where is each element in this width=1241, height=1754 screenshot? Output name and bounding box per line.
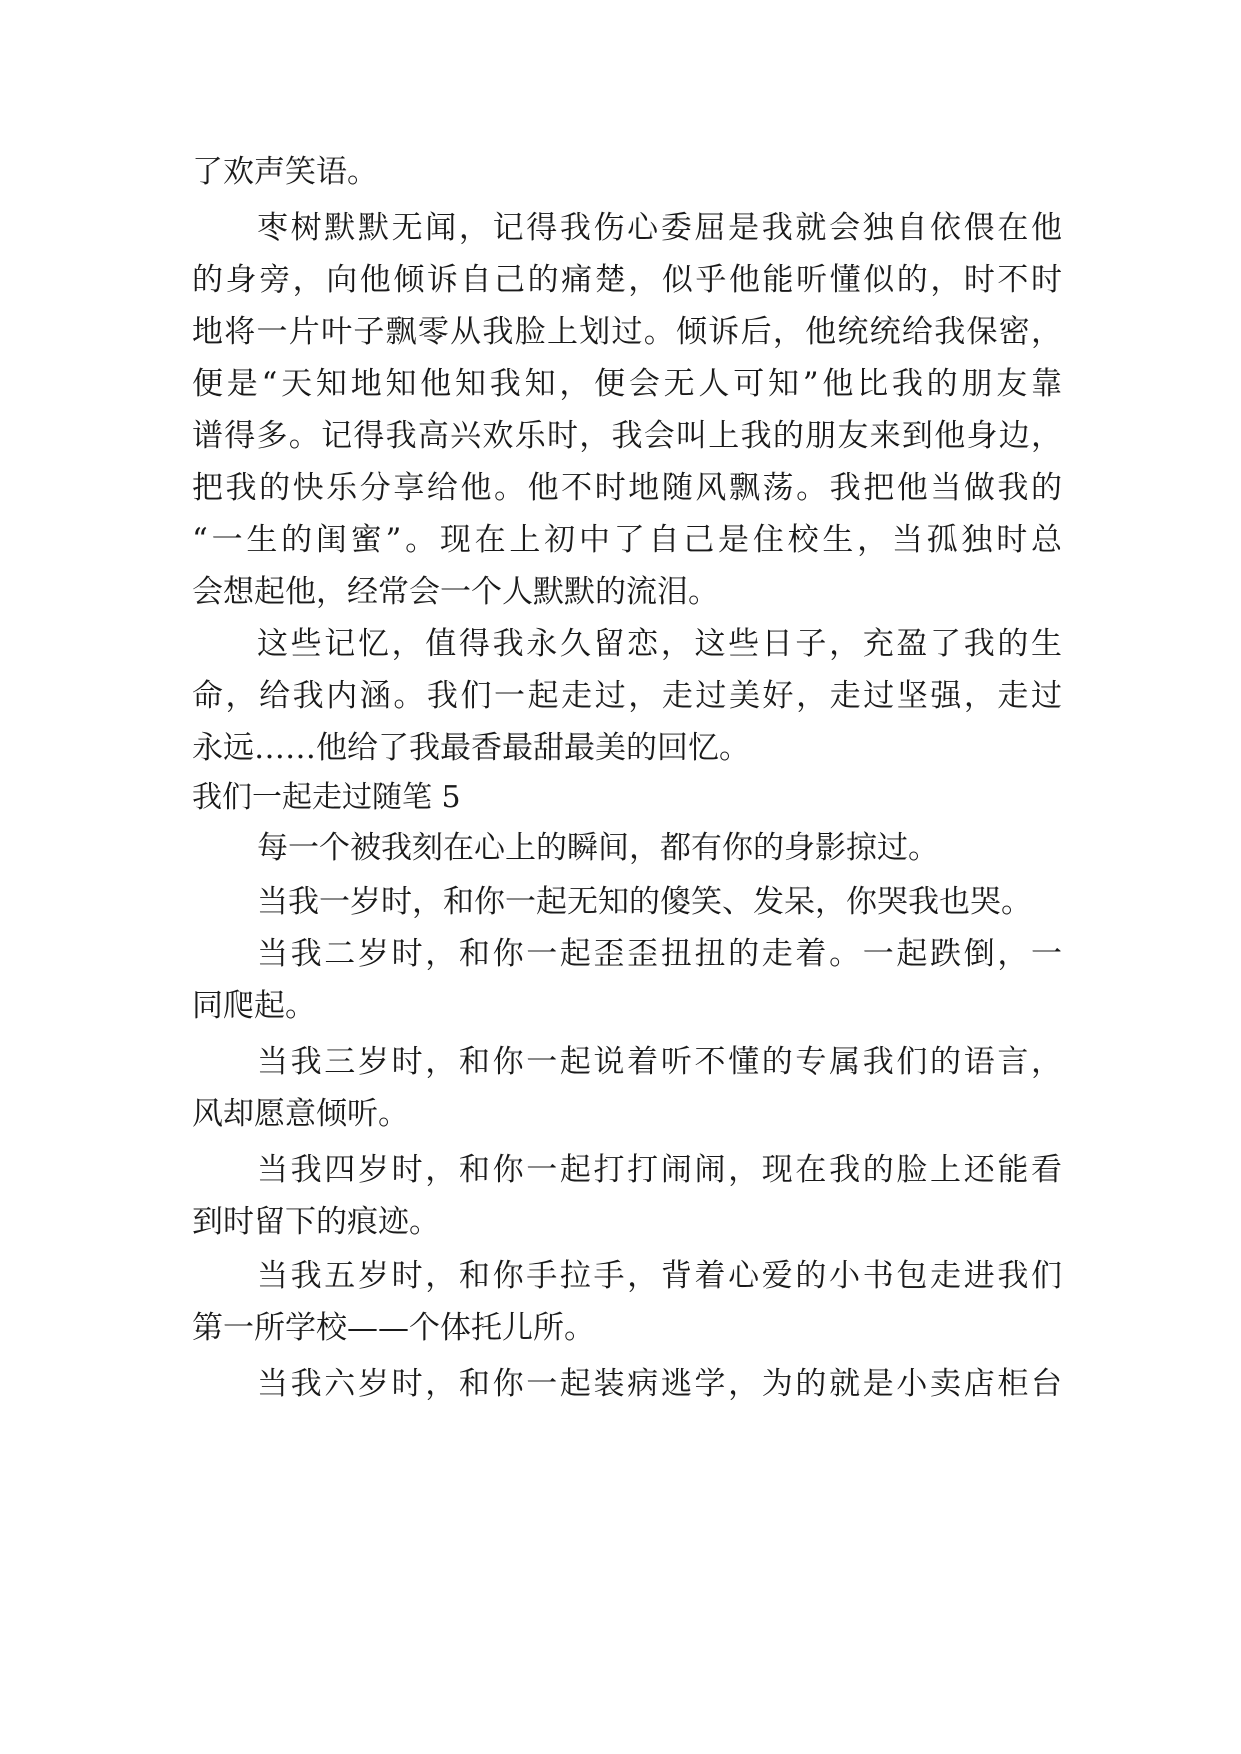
paragraph-first-line: 当我一岁时，和你一起无知的傻笑、发呆，你哭我也哭。 [257,884,1032,920]
paragraph-first-line: 当我五岁时，和你手拉手，背着心爱的小书包走进我们 [257,1258,1062,1294]
paragraph-first-line: 每一个被我刻在心上的瞬间，都有你的身影掠过。 [257,830,939,866]
paragraph-first-line: 当我三岁时，和你一起说着听不懂的专属我们的语言， [257,1044,1062,1080]
paragraph-first-line: 这些记忆，值得我永久留恋，这些日子，充盈了我的生 [257,626,1062,662]
text-line: 命，给我内涵。我们一起走过，走过美好，走过坚强，走过 [192,678,1062,714]
text-line: 谱得多。记得我高兴欢乐时，我会叫上我的朋友来到他身边， [192,418,1062,454]
text-line: 会想起他，经常会一个人默默的流泪。 [192,574,719,610]
text-line: 到时留下的痕迹。 [192,1204,440,1240]
text-line: 同爬起。 [192,988,316,1024]
paragraph-first-line: 当我二岁时，和你一起歪歪扭扭的走着。一起跌倒，一 [257,936,1062,972]
paragraph-first-line: 当我四岁时，和你一起打打闹闹，现在我的脸上还能看 [257,1152,1062,1188]
paragraph-first-line: 当我六岁时，和你一起装病逃学，为的就是小卖店柜台 [257,1366,1062,1402]
text-line: 第一所学校——个体托儿所。 [192,1310,595,1346]
text-line: 地将一片叶子飘零从我脸上划过。倾诉后，他统统给我保密， [192,314,1062,350]
text-line: 了欢声笑语。 [192,154,378,190]
text-line: 风却愿意倾听。 [192,1096,409,1132]
text-line: 便是“天知地知他知我知，便会无人可知”他比我的朋友靠 [192,366,1062,402]
text-line: 把我的快乐分享给他。他不时地随风飘荡。我把他当做我的 [192,470,1062,506]
text-line: 的身旁，向他倾诉自己的痛楚，似乎他能听懂似的，时不时 [192,262,1062,298]
text-line: 永远……他给了我最香最甜最美的回忆。 [192,730,750,766]
paragraph-first-line: 枣树默默无闻，记得我伤心委屈是我就会独自依偎在他 [257,210,1062,246]
section-heading: 我们一起走过随笔 5 [192,780,461,815]
text-line: “一生的闺蜜”。现在上初中了自己是住校生，当孤独时总 [192,522,1062,558]
